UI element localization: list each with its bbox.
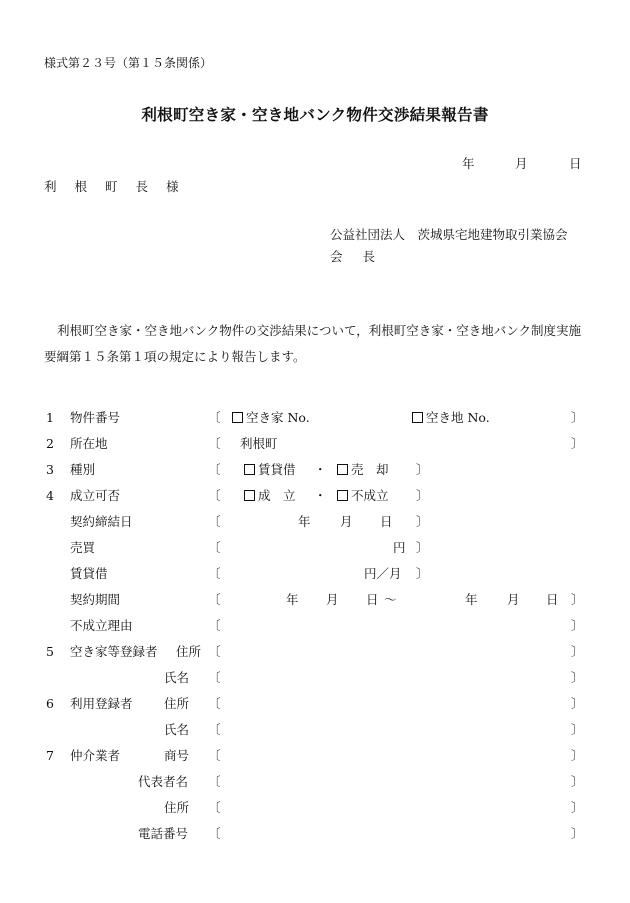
lease-checkbox[interactable]: 賃貸借 [244,464,296,477]
item-success: 4 成立可否 〔 成 立 ・ 不成立 〕 [46,488,429,503]
sale-checkbox[interactable]: 売 却 [337,464,389,477]
location-value: 利根町 [240,436,278,451]
item-broker-representative: 代表者名 〔 〕 [138,774,584,789]
item-user-address: 6 利用登録者 住所 〔 〕 [46,696,584,711]
item-broker-trade-name: 7 仲介業者 商号 〔 〕 [46,748,584,763]
success-checkbox[interactable]: 成 立 [244,490,296,503]
form-number: 様式第２３号（第１５条関係） [44,56,213,70]
date-year-label: 年 [462,156,475,171]
item-akiya-owner-address: 5 空き家等登録者 住所 〔 〕 [46,644,584,659]
item-rent: 賃貸借 〔 円／月 〕 [70,566,429,581]
item-user-name: 氏名 〔 〕 [164,722,584,737]
item-property-number: 1 物件番号 〔 空き家 No. 空き地 No. 〕 [46,410,584,425]
item-broker-phone: 電話番号 〔 〕 [138,826,584,841]
date-month-label: 月 [515,156,528,171]
item-type: 3 種別 〔 賃貸借 ・ 売 却 〕 [46,462,429,477]
item-contract-period: 契約期間 〔 年 月 日 ～ 年 月 日 〕 [70,592,584,607]
akichi-checkbox[interactable]: 空き地 No. [412,412,490,425]
addressee: 利 根 町 長 様 [44,179,179,194]
item-failure-reason: 不成立理由 〔 〕 [70,618,584,633]
item-sale-price: 売買 〔 円 〕 [70,540,429,555]
akiya-checkbox[interactable]: 空き家 No. [232,412,310,425]
failure-checkbox[interactable]: 不成立 [337,490,389,503]
date-day-label: 日 [569,156,582,171]
report-statement: 利根町空き家・空き地バンク物件の交渉結果について，利根町空き家・空き地バンク制度実施要綱第１５条第１項の規定により報告します。 [44,323,582,364]
item-contract-date: 契約締結日 〔 年 月 日 〕 [70,514,429,529]
organization-name: 公益社団法人 茨城県宅地建物取引業協会 [330,227,568,242]
item-location: 2 所在地 〔 利根町 〕 [46,436,584,451]
representative-title: 会 長 [330,249,376,264]
item-akiya-owner-name: 氏名 〔 〕 [164,670,584,685]
document-title: 利根町空き家・空き地バンク物件交渉結果報告書 [141,105,489,124]
item-broker-address: 住所 〔 〕 [164,800,584,815]
